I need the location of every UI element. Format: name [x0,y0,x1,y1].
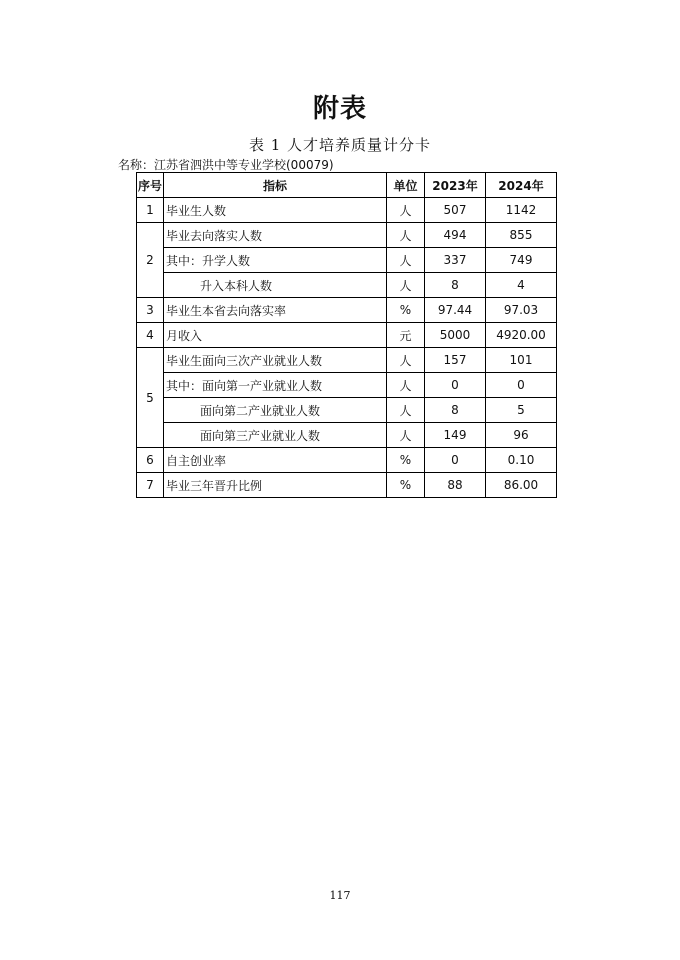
value-2023-cell: 97.44 [425,298,486,323]
page-title: 附表 [312,94,367,124]
table-row [137,473,557,498]
row-number: 1 [137,198,164,223]
row-number: 3 [137,298,164,323]
indicator-cell: 月收入 [164,323,387,348]
unit-cell: % [387,448,425,473]
table-row [137,198,557,223]
table-title: 表 1 人才培养质量计分卡 [248,136,432,154]
value-2024-cell: 97.03 [486,298,557,323]
unit-cell: 人 [387,398,425,423]
table-row [137,298,557,323]
value-2024-cell: 0.10 [486,448,557,473]
value-2023-cell: 507 [425,198,486,223]
indicator-cell: 毕业去向落实人数 [164,223,387,248]
row-number: 7 [137,473,164,498]
header-no: 序号 [137,173,164,198]
value-2024-cell: 855 [486,223,557,248]
table-row [137,348,557,373]
row-number: 4 [137,323,164,348]
header-unit: 单位 [387,173,425,198]
unit-cell: % [387,473,425,498]
unit-cell: 人 [387,373,425,398]
indicator-cell: 毕业生本省去向落实率 [164,298,387,323]
value-2023-cell: 8 [425,398,486,423]
table-row [137,423,557,448]
value-2024-cell: 0 [486,373,557,398]
value-2023-cell: 494 [425,223,486,248]
table-row [137,323,557,348]
unit-cell: 人 [387,198,425,223]
value-2023-cell: 88 [425,473,486,498]
value-2023-cell: 157 [425,348,486,373]
header-2023: 2023年 [425,173,486,198]
header-indicator: 指标 [164,173,387,198]
table-row [137,448,557,473]
unit-cell: 人 [387,223,425,248]
value-2023-cell: 8 [425,273,486,298]
table-row [137,248,557,273]
value-2023-cell: 149 [425,423,486,448]
page-number: 117 [329,889,351,902]
value-2024-cell: 101 [486,348,557,373]
school-name: 名称：江苏省泗洪中等专业学校(00079) [118,158,334,172]
indicator-cell: 毕业三年晋升比例 [164,473,387,498]
indicator-cell: 面向第二产业就业人数 [164,398,387,423]
unit-cell: 人 [387,273,425,298]
unit-cell: 人 [387,423,425,448]
indicator-cell: 其中：面向第一产业就业人数 [164,373,387,398]
table-row [137,273,557,298]
indicator-cell: 升入本科人数 [164,273,387,298]
unit-cell: 人 [387,248,425,273]
value-2023-cell: 0 [425,448,486,473]
table-row [137,373,557,398]
value-2023-cell: 5000 [425,323,486,348]
row-number: 5 [137,348,164,448]
table-row [137,223,557,248]
indicator-cell: 毕业生人数 [164,198,387,223]
value-2024-cell: 4 [486,273,557,298]
unit-cell: % [387,298,425,323]
indicator-cell: 毕业生面向三次产业就业人数 [164,348,387,373]
table-row [137,398,557,423]
value-2023-cell: 0 [425,373,486,398]
row-number: 2 [137,223,164,298]
indicator-cell: 面向第三产业就业人数 [164,423,387,448]
row-number: 6 [137,448,164,473]
unit-cell: 人 [387,348,425,373]
value-2024-cell: 1142 [486,198,557,223]
header-2024: 2024年 [486,173,557,198]
talent-quality-table [136,172,557,498]
value-2024-cell: 86.00 [486,473,557,498]
value-2024-cell: 4920.00 [486,323,557,348]
value-2024-cell: 749 [486,248,557,273]
indicator-cell: 其中：升学人数 [164,248,387,273]
value-2024-cell: 5 [486,398,557,423]
table-header-row [137,173,557,198]
value-2023-cell: 337 [425,248,486,273]
value-2024-cell: 96 [486,423,557,448]
indicator-cell: 自主创业率 [164,448,387,473]
unit-cell: 元 [387,323,425,348]
